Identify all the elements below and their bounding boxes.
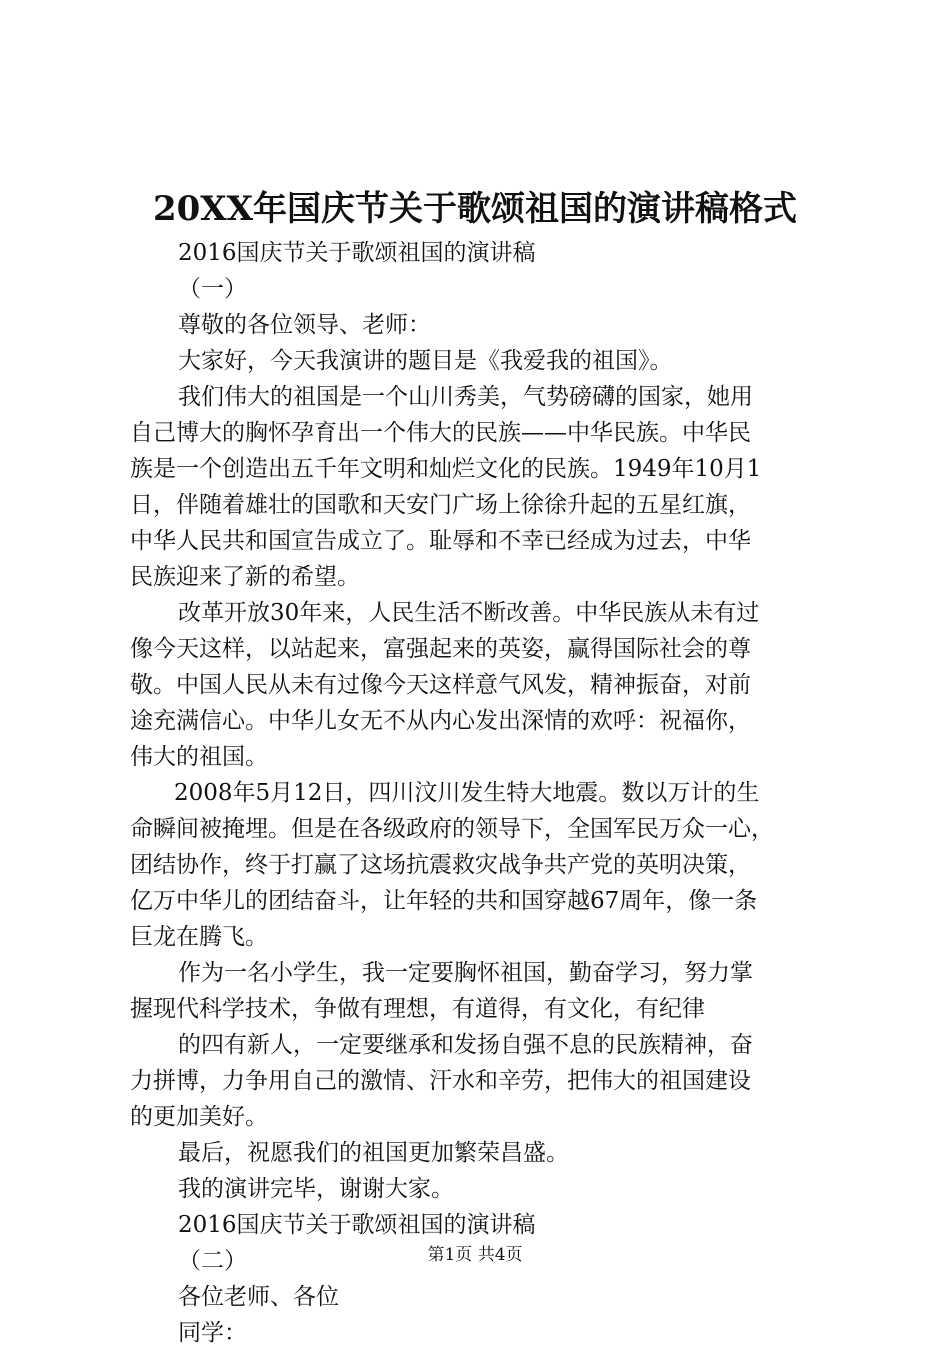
body-line: 中华人民共和国宣告成立了。耻辱和不幸已经成为过去，中华 <box>130 528 751 554</box>
document-body <box>130 235 834 1351</box>
body-line: 巨龙在腾飞。 <box>130 924 268 950</box>
body-line: 力拼博，力争用自己的激情、汗水和辛劳，把伟大的祖国建设 <box>130 1068 751 1094</box>
body-line: 大家好，今天我演讲的题目是《我爱我的祖国》。 <box>178 348 673 374</box>
body-line: 团结协作，终于打赢了这场抗震救灾战争共产党的英明决策， <box>130 852 751 878</box>
body-line: 伟大的祖国。 <box>130 744 268 770</box>
body-line: 2008年5月12日，四川汶川发生特大地震。数以万计的生 <box>174 780 760 806</box>
body-line: 敬。中国人民从未有过像今天这样意气风发，精神振奋，对前 <box>130 672 751 698</box>
body-line: （二） <box>178 1248 247 1274</box>
body-line: 握现代科学技术，争做有理想，有道得，有文化，有纪律 <box>130 996 705 1022</box>
body-line: 各位老师、各位 <box>178 1284 339 1310</box>
body-line: 的四有新人，一定要继承和发扬自强不息的民族精神，奋 <box>178 1032 753 1058</box>
body-line: 最后，祝愿我们的祖国更加繁荣昌盛。 <box>178 1140 569 1166</box>
body-line: 日，伴随着雄壮的国歌和天安门广场上徐徐升起的五星红旗， <box>130 492 751 518</box>
body-line: 改革开放30年来，人民生活不断改善。中华民族从未有过 <box>178 600 760 626</box>
document-title: 20XX年国庆节关于歌颂祖国的演讲稿格式 <box>152 189 798 229</box>
body-line: （一） <box>178 276 247 302</box>
body-line: 命瞬间被掩埋。但是在各级政府的领导下，全国军民万众一心， <box>130 816 774 842</box>
body-line: 途充满信心。中华儿女无不从内心发出深情的欢呼：祝福你， <box>130 708 751 734</box>
body-line: 我的演讲完毕，谢谢大家。 <box>178 1176 454 1202</box>
body-line: 2016国庆节关于歌颂祖国的演讲稿 <box>178 240 536 266</box>
body-line: 族是一个创造出五千年文明和灿烂文化的民族。1949年10月1 <box>130 456 762 482</box>
page-footer: 第1页 共4页 <box>427 1245 523 1265</box>
body-line: 作为一名小学生，我一定要胸怀祖国，勤奋学习，努力掌 <box>178 960 753 986</box>
body-line: 尊敬的各位领导、老师： <box>178 312 431 338</box>
body-line: 亿万中华儿的团结奋斗，让年轻的共和国穿越67周年，像一条 <box>130 888 758 914</box>
body-line: 像今天这样，以站起来，富强起来的英姿，赢得国际社会的尊 <box>130 636 751 662</box>
body-line: 我们伟大的祖国是一个山川秀美，气势磅礴的国家，她用 <box>178 384 753 410</box>
body-line: 自己博大的胸怀孕育出一个伟大的民族——中华民族。中华民 <box>130 420 751 446</box>
body-line: 民族迎来了新的希望。 <box>130 564 360 590</box>
body-line: 同学： <box>178 1320 247 1346</box>
body-line: 2016国庆节关于歌颂祖国的演讲稿 <box>178 1212 536 1238</box>
body-line: 的更加美好。 <box>130 1104 268 1130</box>
